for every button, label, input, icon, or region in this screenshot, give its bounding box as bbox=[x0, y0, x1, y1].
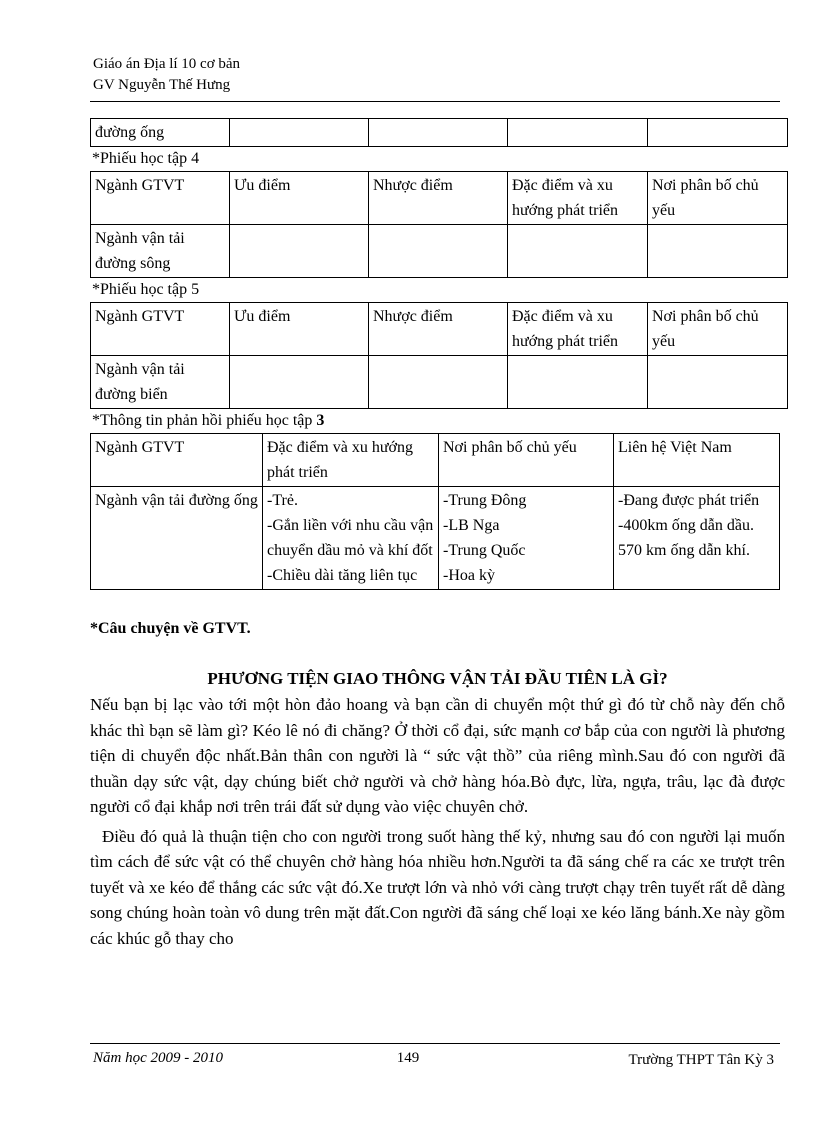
column-header: Nhược điểm bbox=[369, 303, 508, 356]
story-label: *Câu chuyện về GTVT. bbox=[90, 620, 251, 637]
sheet4-label: *Phiếu học tập 4 bbox=[92, 150, 200, 167]
features-cell bbox=[263, 487, 439, 590]
sheet5-table bbox=[90, 302, 788, 409]
list-item: -Chiều dài tăng liên tục bbox=[267, 567, 418, 584]
feedback3-label bbox=[90, 409, 785, 433]
footer-school: Trường THPT Tân Kỳ 3 bbox=[628, 1052, 774, 1068]
table-header-row bbox=[91, 172, 788, 225]
table-cell bbox=[230, 356, 369, 409]
sheet4-table bbox=[90, 171, 788, 278]
table-row bbox=[91, 487, 780, 590]
page-header bbox=[93, 54, 240, 96]
page-number: 149 bbox=[396, 1050, 420, 1066]
footer-school-year: Năm học 2009 - 2010 bbox=[93, 1050, 223, 1066]
column-header: Liên hệ Việt Nam bbox=[614, 434, 780, 487]
column-header: Ưu điểm bbox=[230, 303, 369, 356]
table-cell bbox=[369, 119, 508, 147]
list-item: -Gắn liền với nhu cầu vận chuyển dầu mỏ và khí đốt bbox=[267, 517, 434, 559]
list-item: -Trung Đông bbox=[443, 492, 527, 509]
locations-cell bbox=[439, 487, 614, 590]
list-item: -Hoa kỳ bbox=[443, 567, 495, 584]
list-item: -LB Nga bbox=[443, 517, 500, 534]
table-cell bbox=[648, 225, 788, 278]
column-header: Ngành GTVT bbox=[91, 172, 230, 225]
table-cell bbox=[369, 356, 508, 409]
list-item: -Trung Quốc bbox=[443, 542, 526, 559]
page-content bbox=[90, 118, 785, 951]
list-item: -400km ống dẫn dầu. bbox=[618, 517, 754, 534]
row-label: Ngành vận tải đường sông bbox=[91, 225, 230, 278]
story-paragraph-2: Điều đó quả là thuận tiện cho con người trong suốt hàng thế kỷ, nhưng sau đó con người lại muốn tìm cách để sức vật có thể chuyên chở hàng hóa nhiều hơn.Người ta đã sáng chế ra các xe trượt trên tuyết và xe kéo để thắng các sức vật đó.Xe trượt lớn và nhỏ với càng trượt chạy trên tuyết rất dễ dàng song chúng hoàn toàn vô dung trên mặt đất.Con người đã sáng chế loại xe kéo lăng bánh.Xe này gồm các khúc gỗ thay cho bbox=[90, 826, 785, 948]
table-cell bbox=[508, 356, 648, 409]
column-header: Ưu điểm bbox=[230, 172, 369, 225]
column-header: Nơi phân bố chủ yếu bbox=[648, 172, 788, 225]
column-header: Đặc điểm và xu hướng phát triển bbox=[508, 303, 648, 356]
table-header-row bbox=[91, 434, 780, 487]
continued-table bbox=[90, 118, 788, 147]
table-row bbox=[91, 356, 788, 409]
header-subject: Giáo án Địa lí 10 cơ bản bbox=[93, 56, 241, 72]
row-label: Ngành vận tải đường ống bbox=[91, 487, 263, 590]
table-cell bbox=[508, 225, 648, 278]
table-cell bbox=[648, 356, 788, 409]
footer-divider bbox=[90, 1043, 780, 1044]
feedback3-label-number: 3 bbox=[316, 412, 325, 429]
row-label: Ngành vận tải đường biển bbox=[91, 356, 230, 409]
table-cell: đường ống bbox=[91, 119, 230, 147]
column-header: Nơi phân bố chủ yếu bbox=[648, 303, 788, 356]
list-item: 570 km ống dẫn khí. bbox=[618, 542, 750, 559]
table-row bbox=[91, 119, 788, 147]
header-teacher: GV Nguyễn Thế Hưng bbox=[93, 77, 231, 93]
column-header: Nơi phân bố chủ yếu bbox=[439, 434, 614, 487]
sheet5-label: *Phiếu học tập 5 bbox=[92, 281, 200, 298]
list-item: -Trẻ. bbox=[267, 492, 298, 509]
story-paragraph-1: Nếu bạn bị lạc vào tới một hòn đảo hoang và bạn cần di chuyển một thứ gì đó từ chỗ này đến chỗ khác thì bạn sẽ làm gì? Kéo lê nó đi chăng? Ở thời cổ đại, sức mạnh cơ bắp của con người là phương tiện di chuyển độc nhất.Bản thân con người là “ sức vật thồ” của riêng mình.Sau đó con người đã thuần dạy sức vật, dạy chúng biết chở người và chở hàng hóa.Bò đực, lừa, ngựa, trâu, lạc đà được người cổ đại khắp nơi trên trái đất sử dụng vào việc chuyên chở. bbox=[90, 695, 785, 816]
table-cell bbox=[648, 119, 788, 147]
column-header: Ngành GTVT bbox=[91, 303, 230, 356]
column-header: Đặc điểm và xu hướng phát triển bbox=[508, 172, 648, 225]
header-divider bbox=[90, 101, 780, 102]
table-row bbox=[91, 225, 788, 278]
table-header-row bbox=[91, 303, 788, 356]
feedback3-table bbox=[90, 433, 780, 590]
story-title: PHƯƠNG TIỆN GIAO THÔNG VẬN TẢI ĐẦU TIÊN LÀ GÌ? bbox=[207, 669, 668, 688]
table-cell bbox=[508, 119, 648, 147]
column-header: Nhược điểm bbox=[369, 172, 508, 225]
list-item: -Đang được phát triển bbox=[618, 492, 760, 509]
vietnam-cell bbox=[614, 487, 780, 590]
table-cell bbox=[369, 225, 508, 278]
table-cell bbox=[230, 119, 369, 147]
table-cell bbox=[230, 225, 369, 278]
column-header: Đặc điểm và xu hướng phát triển bbox=[263, 434, 439, 487]
column-header: Ngành GTVT bbox=[91, 434, 263, 487]
feedback3-label-text: *Thông tin phản hồi phiếu học tập bbox=[92, 412, 317, 429]
